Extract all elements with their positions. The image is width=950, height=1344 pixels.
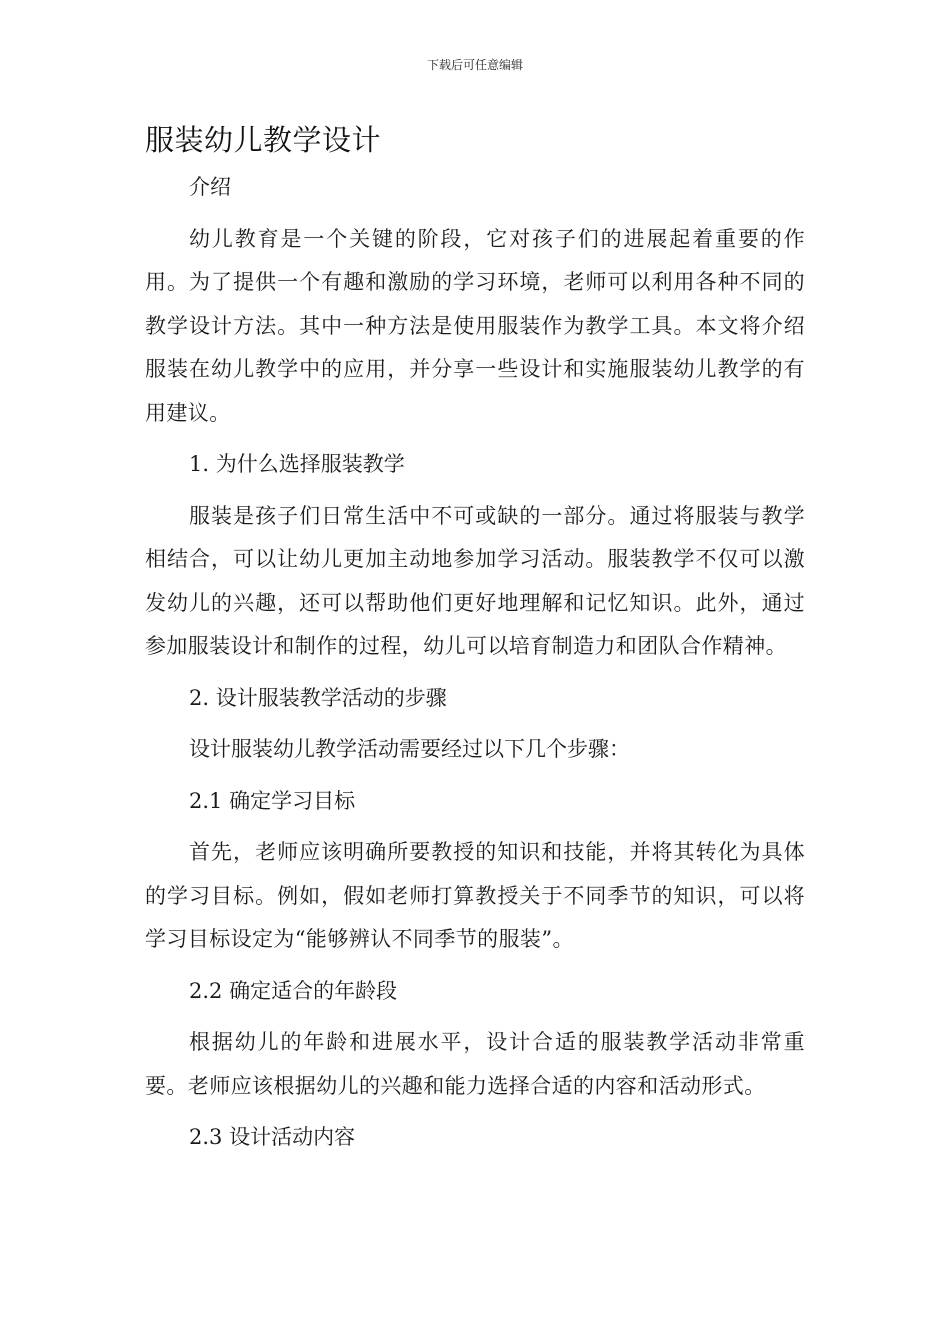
section-heading-2-2: 2.2 确定适合的年龄段 bbox=[189, 978, 398, 1003]
paragraph-section-2-intro: 设计服装幼儿教学活动需要经过以下几个步骤： bbox=[189, 737, 630, 761]
page-title: 服装幼儿教学设计 bbox=[145, 123, 382, 157]
header-note: 下载后可任意编辑 bbox=[426, 58, 523, 72]
document-body bbox=[145, 166, 805, 1168]
paragraph-section-1: 服装是孩子们日常生活中不可或缺的一部分。通过将服装与教学相结合，可以让幼儿更加主动地参加学习活动。服装教学不仅可以激发幼儿的兴趣，还可以帮助他们更好地理解和记忆知识。此外，通过参加服装设计和制作的过程，幼儿可以培育制造力和团队合作精神。 bbox=[145, 503, 805, 658]
paragraph-intro: 幼儿教育是一个关键的阶段，它对孩子们的进展起着重要的作用。为了提供一个有趣和激励的学习环境，老师可以利用各种不同的教学设计方法。其中一种方法是使用服装作为教学工具。本文将介绍服装在幼儿教学中的应用，并分享一些设计和实施服装幼儿教学的有用建议。 bbox=[145, 226, 805, 425]
section-heading-2: 2. 设计服装教学活动的步骤 bbox=[189, 685, 447, 710]
paragraph-section-2-1: 首先，老师应该明确所要教授的知识和技能，并将其转化为具体的学习目标。例如，假如老师打算教授关于不同季节的知识，可以将学习目标设定为“能够辨认不同季节的服装”。 bbox=[145, 840, 805, 951]
paragraph-section-2-2: 根据幼儿的年龄和进展水平，设计合适的服装教学活动非常重要。老师应该根据幼儿的兴趣和能力选择合适的内容和活动形式。 bbox=[145, 1030, 805, 1098]
section-heading-1: 1. 为什么选择服装教学 bbox=[189, 452, 405, 476]
section-heading-2-1: 2.1 确定学习目标 bbox=[189, 788, 356, 813]
section-heading-intro: 介绍 bbox=[189, 175, 231, 199]
section-heading-2-3: 2.3 设计活动内容 bbox=[189, 1125, 356, 1149]
